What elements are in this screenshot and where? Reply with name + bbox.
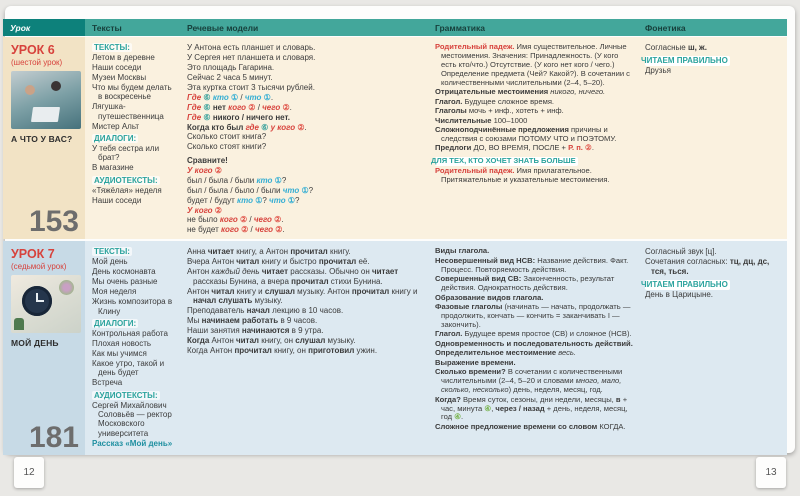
texts-section: [92, 247, 175, 316]
text-line: Числительные 100–1000: [435, 115, 528, 125]
texts-section-heading: АУДИОТЕКСТЫ:: [94, 175, 158, 185]
text-line: Когда? Время суток, сезоны, дни недели, месяцы, в + час, минута ④, через / назад + день, неделя, месяц, год ④.: [435, 394, 628, 422]
lesson7-speech-models-cell: [180, 241, 428, 455]
text-line: Глагол. Будущее время простое (СВ) и сложное (НСВ).: [435, 329, 632, 339]
lesson-row-7: [3, 241, 787, 455]
lesson-row-6: [3, 37, 787, 239]
text-line: Где ⑥ кто ① / что ①.: [187, 92, 274, 102]
text-line: Согласный звук [ц].: [645, 247, 717, 257]
text-line: Друзья: [645, 66, 671, 76]
flowers-icon: [59, 280, 74, 295]
text-line: Когда кто был где ⑥ у кого ②.: [187, 122, 307, 132]
lesson6-subtitle: (шестой урок): [11, 57, 63, 67]
text-line: был / была / были кто ①?: [187, 175, 287, 185]
lesson7-caption: МОЙ ДЕНЬ: [11, 338, 59, 349]
text-line: Сергей Михайлович Соловьёв — ректор Московского университета: [92, 400, 172, 438]
text-line: Когда Антон прочитал книгу, он приготовил ужин.: [187, 345, 378, 355]
text-line: ЧИТАЕМ ПРАВИЛЬНО: [641, 280, 728, 290]
text-line: Преподаватель начал лекцию в 10 часов.: [187, 305, 344, 315]
lesson6-page-number: 153: [28, 204, 79, 238]
lesson7-title: УРОК 7: [11, 247, 55, 262]
text-line: Определительное местоимение весь.: [435, 348, 577, 358]
text-line: Глаголы мочь + инф., хотеть + инф.: [435, 106, 564, 116]
text-line: Сочетания согласных: тц, дц, дс, тся, ться.: [645, 257, 770, 276]
texts-section: [92, 134, 175, 173]
person-icon: [25, 85, 35, 95]
text-line: Сложноподчинённые предложения причины и следствия с союзами ПОТОМУ ЧТО и ПОЭТОМУ.: [435, 125, 617, 144]
texts-list: [92, 186, 175, 205]
text-line: Когда Антон читал книгу, он слушал музыку.: [187, 335, 356, 345]
text-line: Это площадь Гагарина.: [187, 62, 275, 72]
text-line: Сколько времени? В сочетании с количественными числительными (2–4, 5–20 и словами много, мало, сколько, несколько) день, неделя, месяц, год.: [435, 367, 623, 395]
text-line: У кого ②: [187, 165, 222, 175]
text-line: будет / будут кто ①? что ①?: [187, 195, 300, 205]
text-line: Сравните!: [187, 155, 228, 165]
text-line: Сейчас 2 часа 5 минут.: [187, 72, 273, 82]
plant-icon: [14, 318, 24, 330]
text-line: Родительный падеж. Имя прилагательное. Притяжательные и указательные местоимения.: [435, 165, 610, 184]
text-line: Выражение времени.: [435, 357, 516, 367]
text-line: У Сергея нет планшета и словаря.: [187, 52, 316, 62]
text-line: Родительный падеж. Имя существительное. Личные местоимения. Значения: Принадлежность. (У кого есть кто/что.) Отсутствие. (У кого нет кого / чего.) Определение предмета (Чей? Какой?). В сочетании с количественными числительными (2–4, 5–20).: [435, 42, 630, 87]
table-header-row: [3, 19, 787, 36]
header-cell-grammatika: Грамматика: [428, 19, 638, 36]
text-line: «Тяжёлая» неделя: [92, 185, 162, 195]
texts-list: [92, 329, 175, 388]
texts-list: [92, 401, 175, 449]
page-tab-right: 13: [756, 457, 786, 488]
text-line: Музеи Москвы: [92, 72, 147, 82]
lesson6-speech-models-cell: [180, 37, 428, 239]
text-line: Как мы учимся: [92, 348, 147, 358]
text-line: Совершенный вид СВ: Законченность, результат действия. Однократность действия.: [435, 274, 615, 293]
text-line: Где ⑥ никого / ничего нет.: [187, 112, 290, 122]
text-line: Наши соседи: [92, 62, 142, 72]
lesson6-caption: А ЧТО У ВАС?: [11, 133, 73, 144]
texts-section: [92, 176, 175, 205]
text-line: ДЛЯ ТЕХ, КТО ХОЧЕТ ЗНАТЬ БОЛЬШЕ: [431, 156, 576, 166]
text-line: Мистер Альт: [92, 121, 140, 131]
text-line: Мы очень разные: [92, 277, 158, 287]
texts-section-heading: ДИАЛОГИ:: [94, 318, 137, 328]
texts-section: [92, 391, 175, 449]
lesson6-texts-cell: [85, 37, 180, 239]
text-line: У Антона есть планшет и словарь.: [187, 43, 316, 52]
text-line: В магазине: [92, 163, 134, 173]
text-line: У тебя сестра или брат?: [92, 144, 160, 163]
contents-table: [3, 19, 787, 455]
lesson7-urok-cell: [3, 241, 85, 455]
header-cell-urok: Урок: [3, 19, 85, 36]
text-line: Наши занятия начинаются в 9 утра.: [187, 325, 324, 335]
text-line: Предлоги ДО, ВО ВРЕМЯ, ПОСЛЕ + Р. п. ②.: [435, 143, 594, 153]
lesson7-grammar-cell: [428, 241, 638, 455]
texts-section: [92, 43, 175, 131]
text-line: Жизнь композитора в Клину: [92, 297, 173, 316]
text-line: был / была / было / были что ①?: [187, 185, 314, 195]
lesson6-title: УРОК 6: [11, 43, 55, 57]
lesson7-page-number: 181: [28, 420, 79, 454]
text-line: Антон читал книгу и слушал музыку. Антон прочитал книгу и начал слушать музыку.: [187, 286, 418, 305]
texts-section-heading: ТЕКСТЫ:: [94, 247, 130, 257]
lesson6-phonetics-cell: [638, 37, 787, 239]
header-cell-teksty: Тексты: [85, 19, 180, 36]
header-cell-rechevye-modeli: Речевые модели: [180, 19, 428, 36]
lesson7-phonetics-cell: [638, 241, 787, 455]
text-line: Эта куртка стоит 3 тысячи рублей.: [187, 82, 315, 92]
texts-list: [92, 257, 175, 316]
text-line: не было кого ② / чего ②.: [187, 215, 284, 225]
text-line: ЧИТАЕМ ПРАВИЛЬНО: [641, 56, 728, 66]
text-line: Где ⑥ нет кого ② / чего ②.: [187, 102, 292, 112]
lesson6-photo: [11, 71, 81, 129]
text-line: Образование видов глагола.: [435, 292, 544, 302]
lesson7-subtitle: (седьмой урок): [11, 262, 67, 272]
text-line: Виды глагола.: [435, 246, 490, 256]
text-line: Мы начинаем работать в 9 часов.: [187, 315, 318, 325]
texts-list: [92, 144, 175, 173]
texts-list: [92, 53, 175, 131]
page-tab-left: 12: [14, 457, 44, 488]
text-line: Мой день: [92, 257, 128, 267]
lesson7-photo: [11, 275, 81, 333]
text-line: Летом в деревне: [92, 53, 155, 62]
text-line: Какое утро, такой и день будет: [92, 358, 165, 378]
texts-section-heading: ТЕКСТЫ:: [94, 43, 130, 52]
lesson7-texts-cell: [85, 241, 180, 455]
text-line: Сколько стоят книги?: [187, 142, 267, 152]
texts-section-heading: АУДИОТЕКСТЫ:: [94, 390, 158, 400]
clock-icon: [22, 286, 52, 316]
text-line: Контрольная работа: [92, 328, 168, 338]
lesson6-urok-cell: [3, 37, 85, 239]
text-line: Рассказ «Мой день»: [92, 438, 173, 448]
text-line: Моя неделя: [92, 287, 137, 297]
text-line: Что мы будем делать в воскресенье: [92, 82, 172, 102]
text-line: Одновременность и последовательность действий.: [435, 338, 633, 348]
header-cell-fonetika: Фонетика: [638, 19, 787, 36]
text-line: Сложное предложение времени со словом КОГДА.: [435, 421, 626, 431]
laptop-icon: [31, 107, 60, 122]
text-line: Сколько стоит книга?: [187, 132, 267, 142]
text-line: Отрицательные местоимения никого, ничего.: [435, 87, 606, 97]
text-line: Глагол. Будущее сложное время.: [435, 96, 555, 106]
text-line: Вчера Антон читал книгу и быстро прочитал её.: [187, 257, 370, 267]
text-line: Согласные ш, ж.: [645, 43, 707, 52]
text-line: Антон каждый день читает рассказы. Обычно он читает рассказы Бунина, а вчера прочитал стихи Бунина.: [187, 267, 399, 286]
texts-section-heading: ДИАЛОГИ:: [94, 134, 137, 143]
text-line: не будет кого ② / чего ②.: [187, 225, 285, 235]
text-line: У кого ②: [187, 205, 222, 215]
text-line: Несовершенный вид НСВ: Название действия. Факт. Процесс. Повторяемость действия.: [435, 255, 629, 274]
lesson6-grammar-cell: [428, 37, 638, 239]
text-line: Плохая новость: [92, 338, 152, 348]
text-line: Встреча: [92, 378, 123, 388]
text-line: Наши соседи: [92, 195, 142, 205]
person-icon: [51, 81, 61, 91]
text-line: Фазовые глаголы (начинать — начать, продолжать — продолжить, кончать — кончить = заканчивать I — закончить).: [435, 302, 631, 329]
texts-section: [92, 319, 175, 388]
text-line: Лягушка-путешественница: [92, 102, 164, 121]
text-line: День в Царицыне.: [645, 290, 714, 300]
text-line: День космонавта: [92, 267, 156, 277]
text-line: Анна читает книгу, а Антон прочитал книгу.: [187, 247, 351, 257]
